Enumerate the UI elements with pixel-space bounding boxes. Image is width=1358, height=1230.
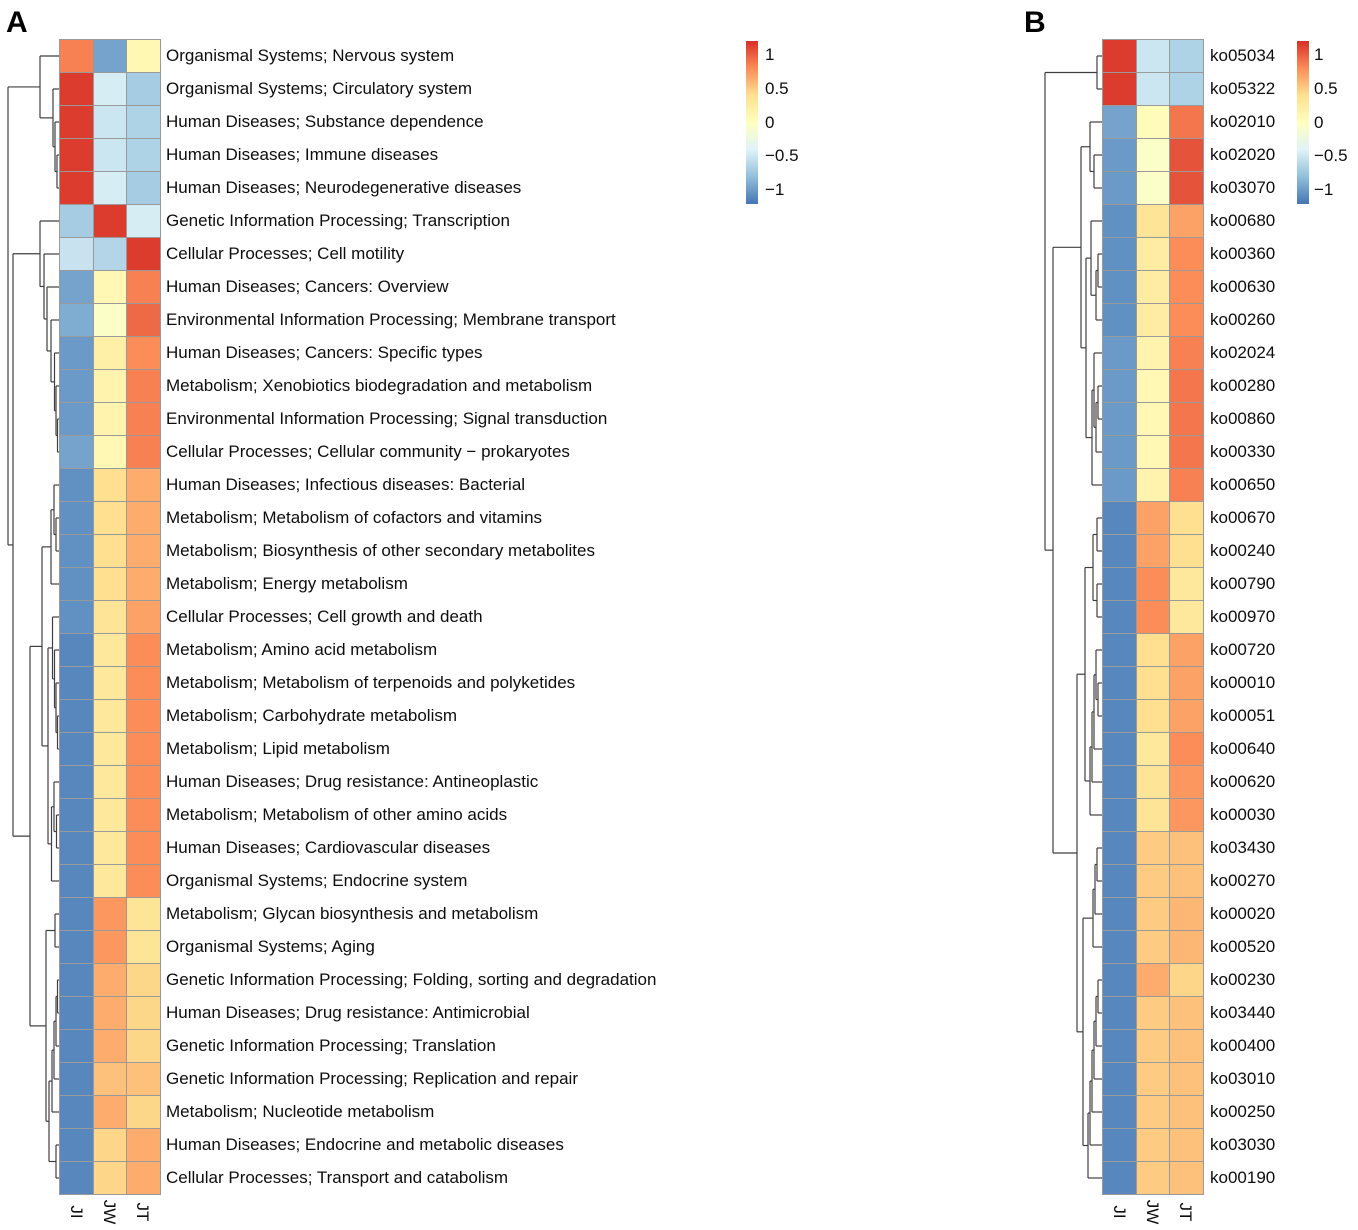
heatmap-cell-b-r14-c0	[1103, 502, 1136, 534]
heatmap-cell-a-r21-c1	[94, 733, 127, 765]
heatmap-cell-b-r20-c0	[1103, 700, 1136, 732]
row-label: ko03440	[1210, 1003, 1276, 1022]
heatmap-cell-b-r8-c0	[1103, 304, 1136, 336]
heatmap-cell-a-r14-c2	[127, 502, 160, 534]
heatmap-cell-a-r0-c2	[127, 40, 160, 72]
row-label: Human Diseases; Substance dependence	[166, 112, 484, 131]
row-label: Human Diseases; Immune diseases	[166, 145, 439, 164]
row-label: Human Diseases; Cancers: Overview	[166, 277, 449, 296]
colorbar-tick-label: 0	[765, 112, 775, 132]
heatmap-cell-b-r3-c0	[1103, 139, 1136, 171]
heatmap-cell-a-r6-c0	[60, 238, 93, 270]
heatmap-cell-b-r3-c1	[1137, 139, 1170, 171]
heatmap-b	[1102, 39, 1204, 1195]
heatmap-cell-b-r16-c2	[1170, 568, 1203, 600]
heatmap-cell-b-r17-c1	[1137, 601, 1170, 633]
heatmap-cell-b-r21-c1	[1137, 733, 1170, 765]
heatmap-cell-b-r18-c1	[1137, 634, 1170, 666]
heatmap-cell-b-r5-c1	[1137, 205, 1170, 237]
heatmap-cell-b-r19-c2	[1170, 667, 1203, 699]
row-label: Metabolism; Energy metabolism	[166, 574, 408, 593]
heatmap-cell-a-r9-c2	[127, 337, 160, 369]
heatmap-cell-a-r1-c0	[60, 73, 93, 105]
heatmap-cell-b-r3-c2	[1170, 139, 1203, 171]
heatmap-cell-a-r13-c1	[94, 469, 127, 501]
heatmap-cell-a-r2-c0	[60, 106, 93, 138]
heatmap-cell-a-r17-c1	[94, 601, 127, 633]
heatmap-cell-a-r22-c1	[94, 766, 127, 798]
heatmap-cell-a-r30-c1	[94, 1030, 127, 1062]
panel-label-a: A	[6, 6, 28, 39]
row-label: ko00051	[1210, 706, 1276, 725]
row-label: Organismal Systems; Nervous system	[166, 46, 455, 65]
row-label: ko03010	[1210, 1069, 1276, 1088]
colorbar-tick-label: −0.5	[765, 146, 799, 166]
column-label: JI	[67, 1205, 86, 1219]
heatmap-cell-a-r6-c2	[127, 238, 160, 270]
row-label: Cellular Processes; Cell growth and death	[166, 607, 483, 626]
row-label: ko00520	[1210, 937, 1276, 956]
heatmap-cell-b-r7-c2	[1170, 271, 1203, 303]
heatmap-cell-b-r20-c2	[1170, 700, 1203, 732]
heatmap-cell-a-r32-c0	[60, 1096, 93, 1128]
heatmap-cell-a-r33-c0	[60, 1129, 93, 1161]
heatmap-cell-a-r25-c0	[60, 865, 93, 897]
row-label: ko00790	[1210, 574, 1276, 593]
panel-label-b: B	[1024, 6, 1046, 39]
row-label: Organismal Systems; Circulatory system	[166, 79, 473, 98]
heatmap-cell-b-r27-c1	[1137, 931, 1170, 963]
colorbar-tick-label: 0	[1314, 112, 1324, 132]
heatmap-cell-b-r32-c1	[1137, 1096, 1170, 1128]
heatmap-cell-a-r0-c0	[60, 40, 93, 72]
heatmap-cell-a-r21-c0	[60, 733, 93, 765]
row-label: Human Diseases; Neurodegenerative diseases	[166, 178, 522, 197]
heatmap-cell-b-r22-c2	[1170, 766, 1203, 798]
heatmap-cell-b-r9-c2	[1170, 337, 1203, 369]
heatmap-cell-a-r10-c2	[127, 370, 160, 402]
column-label: JW	[100, 1199, 119, 1225]
heatmap-cell-a-r10-c1	[94, 370, 127, 402]
heatmap-cell-a-r10-c0	[60, 370, 93, 402]
heatmap-cell-a-r14-c0	[60, 502, 93, 534]
heatmap-cell-a-r15-c2	[127, 535, 160, 567]
heatmap-cell-b-r20-c1	[1137, 700, 1170, 732]
heatmap-cell-a-r15-c1	[94, 535, 127, 567]
row-label: ko03070	[1210, 178, 1276, 197]
heatmap-cell-b-r25-c1	[1137, 865, 1170, 897]
heatmap-cell-b-r9-c0	[1103, 337, 1136, 369]
heatmap-cell-b-r11-c1	[1137, 403, 1170, 435]
heatmap-cell-b-r26-c2	[1170, 898, 1203, 930]
heatmap-cell-a-r16-c0	[60, 568, 93, 600]
heatmap-cell-a-r27-c2	[127, 931, 160, 963]
row-label: Metabolism; Glycan biosynthesis and metabolism	[166, 904, 539, 923]
heatmap-cell-b-r4-c0	[1103, 172, 1136, 204]
heatmap-cell-b-r28-c0	[1103, 964, 1136, 996]
heatmap-cell-a-r7-c2	[127, 271, 160, 303]
heatmap-cell-b-r1-c2	[1170, 73, 1203, 105]
heatmap-cell-a-r16-c1	[94, 568, 127, 600]
heatmap-cell-a-r26-c1	[94, 898, 127, 930]
colorbar-tick-label: 0.5	[1314, 78, 1338, 98]
heatmap-cell-a-r11-c0	[60, 403, 93, 435]
row-label: ko00720	[1210, 640, 1276, 659]
heatmap-cell-a-r17-c2	[127, 601, 160, 633]
row-dendrogram-b	[1040, 40, 1103, 1194]
heatmap-cell-a-r25-c1	[94, 865, 127, 897]
heatmap-cell-b-r7-c1	[1137, 271, 1170, 303]
row-label: Cellular Processes; Transport and catabolism	[166, 1168, 509, 1187]
heatmap-cell-a-r18-c0	[60, 634, 93, 666]
colorbar-gradient	[746, 41, 758, 204]
heatmap-cell-a-r28-c0	[60, 964, 93, 996]
heatmap-cell-b-r29-c1	[1137, 997, 1170, 1029]
heatmap-cell-a-r31-c1	[94, 1063, 127, 1095]
row-label: Human Diseases; Cardiovascular diseases	[166, 838, 491, 857]
heatmap-cell-b-r28-c1	[1137, 964, 1170, 996]
heatmap-cell-b-r10-c2	[1170, 370, 1203, 402]
row-label: Human Diseases; Infectious diseases: Bacterial	[166, 475, 526, 494]
heatmap-cell-a-r4-c0	[60, 172, 93, 204]
colorbar-tick-label: −0.5	[1314, 146, 1348, 166]
row-label: Genetic Information Processing; Translation	[166, 1036, 496, 1055]
heatmap-cell-a-r4-c2	[127, 172, 160, 204]
row-label: ko00190	[1210, 1168, 1276, 1187]
heatmap-cell-a-r27-c0	[60, 931, 93, 963]
heatmap-cell-a-r30-c0	[60, 1030, 93, 1062]
row-label: Human Diseases; Endocrine and metabolic diseases	[166, 1135, 564, 1154]
row-label: ko00630	[1210, 277, 1276, 296]
row-label: ko00030	[1210, 805, 1276, 824]
colorbar-gradient	[1297, 41, 1309, 204]
heatmap-cell-b-r11-c2	[1170, 403, 1203, 435]
heatmap-cell-b-r24-c2	[1170, 832, 1203, 864]
heatmap-cell-b-r6-c2	[1170, 238, 1203, 270]
heatmap-cell-b-r33-c0	[1103, 1129, 1136, 1161]
heatmap-cell-b-r10-c1	[1137, 370, 1170, 402]
heatmap-cell-b-r15-c0	[1103, 535, 1136, 567]
heatmap-cell-b-r30-c2	[1170, 1030, 1203, 1062]
row-label: ko00640	[1210, 739, 1276, 758]
heatmap-cell-b-r26-c1	[1137, 898, 1170, 930]
heatmap-cell-a-r24-c1	[94, 832, 127, 864]
row-label: Genetic Information Processing; Transcription	[166, 211, 510, 230]
row-label: Genetic Information Processing; Replication and repair	[166, 1069, 578, 1088]
heatmap-cell-a-r3-c2	[127, 139, 160, 171]
row-label: ko00650	[1210, 475, 1276, 494]
row-label: Metabolism; Metabolism of terpenoids and polyketides	[166, 673, 576, 692]
heatmap-cell-a-r16-c2	[127, 568, 160, 600]
heatmap-cell-b-r14-c1	[1137, 502, 1170, 534]
heatmap-cell-b-r4-c1	[1137, 172, 1170, 204]
row-label: Cellular Processes; Cellular community − prokaryotes	[166, 442, 570, 461]
heatmap-cell-b-r1-c0	[1103, 73, 1136, 105]
heatmap-cell-b-r26-c0	[1103, 898, 1136, 930]
heatmap-cell-a-r3-c0	[60, 139, 93, 171]
row-label: Metabolism; Biosynthesis of other secondary metabolites	[166, 541, 595, 560]
heatmap-cell-a-r2-c2	[127, 106, 160, 138]
row-label: Genetic Information Processing; Folding, sorting and degradation	[166, 970, 657, 989]
heatmap-cell-b-r25-c2	[1170, 865, 1203, 897]
heatmap-cell-a-r17-c0	[60, 601, 93, 633]
heatmap-cell-a-r19-c1	[94, 667, 127, 699]
heatmap-cell-a-r22-c2	[127, 766, 160, 798]
heatmap-cell-b-r29-c2	[1170, 997, 1203, 1029]
heatmap-cell-b-r11-c0	[1103, 403, 1136, 435]
row-label: Human Diseases; Cancers: Specific types	[166, 343, 483, 362]
heatmap-cell-b-r13-c1	[1137, 469, 1170, 501]
colorbar-tick-label: 0.5	[765, 78, 789, 98]
row-label: ko00860	[1210, 409, 1276, 428]
heatmap-cell-b-r15-c2	[1170, 535, 1203, 567]
row-label: ko00360	[1210, 244, 1276, 263]
row-label: Metabolism; Amino acid metabolism	[166, 640, 438, 659]
heatmap-cell-a-r27-c1	[94, 931, 127, 963]
heatmap-cell-b-r23-c2	[1170, 799, 1203, 831]
heatmap-cell-a-r5-c0	[60, 205, 93, 237]
heatmap-cell-a-r29-c1	[94, 997, 127, 1029]
row-label: Metabolism; Metabolism of cofactors and vitamins	[166, 508, 543, 527]
heatmap-cell-b-r16-c0	[1103, 568, 1136, 600]
heatmap-cell-a-r33-c2	[127, 1129, 160, 1161]
colorbar-tick-label: 1	[765, 44, 775, 64]
heatmap-cell-a-r24-c0	[60, 832, 93, 864]
heatmap-cell-b-r1-c1	[1137, 73, 1170, 105]
row-label: ko00240	[1210, 541, 1276, 560]
row-label: Human Diseases; Drug resistance: Antimicrobial	[166, 1003, 530, 1022]
heatmap-cell-a-r9-c1	[94, 337, 127, 369]
heatmap-cell-a-r8-c2	[127, 304, 160, 336]
heatmap-cell-b-r13-c0	[1103, 469, 1136, 501]
heatmap-cell-b-r31-c1	[1137, 1063, 1170, 1095]
row-label: Metabolism; Nucleotide metabolism	[166, 1102, 435, 1121]
heatmap-cell-b-r31-c0	[1103, 1063, 1136, 1095]
row-label: Metabolism; Carbohydrate metabolism	[166, 706, 458, 725]
row-label: ko00670	[1210, 508, 1276, 527]
heatmap-cell-a-r4-c1	[94, 172, 127, 204]
heatmap-cell-a-r13-c0	[60, 469, 93, 501]
heatmap-cell-b-r8-c1	[1137, 304, 1170, 336]
heatmap-cell-a-r29-c2	[127, 997, 160, 1029]
heatmap-cell-a-r25-c2	[127, 865, 160, 897]
heatmap-cell-b-r33-c1	[1137, 1129, 1170, 1161]
heatmap-cell-b-r18-c0	[1103, 634, 1136, 666]
heatmap-cell-b-r0-c0	[1103, 40, 1136, 72]
heatmap-cell-a-r0-c1	[94, 40, 127, 72]
heatmap-cell-a-r15-c0	[60, 535, 93, 567]
row-label: ko00680	[1210, 211, 1276, 230]
heatmap-cell-a-r26-c0	[60, 898, 93, 930]
heatmap-cell-a-r24-c2	[127, 832, 160, 864]
row-label: ko00970	[1210, 607, 1276, 626]
heatmap-cell-a-r30-c2	[127, 1030, 160, 1062]
heatmap-cell-b-r4-c2	[1170, 172, 1203, 204]
heatmap-cell-b-r32-c2	[1170, 1096, 1203, 1128]
heatmap-cell-b-r24-c0	[1103, 832, 1136, 864]
heatmap-cell-a-r23-c1	[94, 799, 127, 831]
heatmap-cell-a-r28-c2	[127, 964, 160, 996]
heatmap-cell-a-r14-c1	[94, 502, 127, 534]
heatmap-cell-b-r23-c1	[1137, 799, 1170, 831]
row-label: ko03030	[1210, 1135, 1276, 1154]
heatmap-cell-b-r9-c1	[1137, 337, 1170, 369]
heatmap-cell-a-r11-c2	[127, 403, 160, 435]
row-label: Metabolism; Xenobiotics biodegradation and metabolism	[166, 376, 593, 395]
heatmap-cell-a-r6-c1	[94, 238, 127, 270]
heatmap-cell-b-r24-c1	[1137, 832, 1170, 864]
heatmap-cell-b-r2-c0	[1103, 106, 1136, 138]
heatmap-cell-b-r23-c0	[1103, 799, 1136, 831]
heatmap-cell-a-r1-c2	[127, 73, 160, 105]
heatmap-cell-a-r19-c2	[127, 667, 160, 699]
heatmap-cell-a-r3-c1	[94, 139, 127, 171]
heatmap-cell-a-r11-c1	[94, 403, 127, 435]
row-dendrogram-a	[2, 40, 60, 1194]
colorbar-tick-label: −1	[765, 180, 785, 200]
row-label: ko02010	[1210, 112, 1276, 131]
heatmap-cell-b-r0-c1	[1137, 40, 1170, 72]
heatmap-cell-b-r27-c0	[1103, 931, 1136, 963]
heatmap-cell-a-r20-c1	[94, 700, 127, 732]
heatmap-cell-b-r5-c2	[1170, 205, 1203, 237]
heatmap-cell-a-r18-c1	[94, 634, 127, 666]
heatmap-cell-a-r12-c0	[60, 436, 93, 468]
heatmap-cell-b-r22-c0	[1103, 766, 1136, 798]
row-label: ko03430	[1210, 838, 1276, 857]
heatmap-cell-b-r30-c1	[1137, 1030, 1170, 1062]
heatmap-cell-b-r29-c0	[1103, 997, 1136, 1029]
row-label: Environmental Information Processing; Membrane transport	[166, 310, 616, 329]
heatmap-cell-b-r25-c0	[1103, 865, 1136, 897]
heatmap-cell-a-r2-c1	[94, 106, 127, 138]
row-label: ko00270	[1210, 871, 1276, 890]
row-label: ko05034	[1210, 46, 1276, 65]
heatmap-cell-b-r30-c0	[1103, 1030, 1136, 1062]
heatmap-cell-b-r13-c2	[1170, 469, 1203, 501]
heatmap-cell-a-r7-c0	[60, 271, 93, 303]
heatmap-cell-a-r7-c1	[94, 271, 127, 303]
heatmap-cell-b-r21-c2	[1170, 733, 1203, 765]
column-label: JT	[133, 1202, 152, 1222]
colorbar-tick-label: 1	[1314, 44, 1324, 64]
heatmap-cell-a-r13-c2	[127, 469, 160, 501]
heatmap-cell-a-r22-c0	[60, 766, 93, 798]
heatmap-cell-a-r32-c1	[94, 1096, 127, 1128]
heatmap-cell-b-r17-c0	[1103, 601, 1136, 633]
heatmap-cell-a-r8-c1	[94, 304, 127, 336]
heatmap-cell-b-r27-c2	[1170, 931, 1203, 963]
row-label: Environmental Information Processing; Signal transduction	[166, 409, 608, 428]
heatmap-cell-a-r1-c1	[94, 73, 127, 105]
heatmap-cell-a-r23-c2	[127, 799, 160, 831]
heatmap-cell-b-r19-c1	[1137, 667, 1170, 699]
heatmap-cell-a-r20-c0	[60, 700, 93, 732]
row-label: Cellular Processes; Cell motility	[166, 244, 405, 263]
heatmap-cell-b-r10-c0	[1103, 370, 1136, 402]
row-label: ko00020	[1210, 904, 1276, 923]
heatmap-cell-a-r28-c1	[94, 964, 127, 996]
heatmap-cell-a-r19-c0	[60, 667, 93, 699]
heatmap-cell-b-r5-c0	[1103, 205, 1136, 237]
row-label: ko00010	[1210, 673, 1276, 692]
heatmap-cell-a-r23-c0	[60, 799, 93, 831]
heatmap-cell-b-r7-c0	[1103, 271, 1136, 303]
heatmap-cell-b-r31-c2	[1170, 1063, 1203, 1095]
row-label: ko00280	[1210, 376, 1276, 395]
heatmap-cell-a-r32-c2	[127, 1096, 160, 1128]
heatmap-cell-a-r18-c2	[127, 634, 160, 666]
heatmap-cell-b-r2-c1	[1137, 106, 1170, 138]
row-label: Metabolism; Metabolism of other amino acids	[166, 805, 508, 824]
row-label: Metabolism; Lipid metabolism	[166, 739, 390, 758]
row-label: Human Diseases; Drug resistance: Antineoplastic	[166, 772, 539, 791]
heatmap-cell-b-r16-c1	[1137, 568, 1170, 600]
row-label: ko00250	[1210, 1102, 1276, 1121]
heatmap-cell-a-r5-c1	[94, 205, 127, 237]
heatmap-cell-b-r17-c2	[1170, 601, 1203, 633]
heatmap-cell-a-r12-c2	[127, 436, 160, 468]
heatmap-a	[59, 39, 161, 1195]
heatmap-cell-a-r8-c0	[60, 304, 93, 336]
heatmap-cell-b-r6-c0	[1103, 238, 1136, 270]
heatmap-cell-a-r31-c0	[60, 1063, 93, 1095]
heatmap-cell-b-r12-c1	[1137, 436, 1170, 468]
column-label: JI	[1110, 1205, 1129, 1219]
heatmap-cell-b-r6-c1	[1137, 238, 1170, 270]
row-label: ko00620	[1210, 772, 1276, 791]
heatmap-cell-b-r2-c2	[1170, 106, 1203, 138]
heatmap-cell-a-r26-c2	[127, 898, 160, 930]
heatmap-cell-b-r28-c2	[1170, 964, 1203, 996]
row-label: ko00400	[1210, 1036, 1276, 1055]
row-label: ko02020	[1210, 145, 1276, 164]
row-label: ko00230	[1210, 970, 1276, 989]
row-label: Organismal Systems; Aging	[166, 937, 375, 956]
heatmap-cell-b-r12-c2	[1170, 436, 1203, 468]
heatmap-cell-b-r12-c0	[1103, 436, 1136, 468]
heatmap-cell-b-r14-c2	[1170, 502, 1203, 534]
heatmap-cell-b-r18-c2	[1170, 634, 1203, 666]
heatmap-cell-a-r12-c1	[94, 436, 127, 468]
heatmap-cell-a-r5-c2	[127, 205, 160, 237]
heatmap-cell-b-r19-c0	[1103, 667, 1136, 699]
heatmap-cell-a-r9-c0	[60, 337, 93, 369]
colorbar-tick-label: −1	[1314, 180, 1334, 200]
heatmap-cell-a-r20-c2	[127, 700, 160, 732]
heatmap-cell-b-r8-c2	[1170, 304, 1203, 336]
heatmap-cell-a-r33-c1	[94, 1129, 127, 1161]
column-label: JT	[1176, 1202, 1195, 1222]
row-label: ko02024	[1210, 343, 1276, 362]
heatmap-cell-b-r32-c0	[1103, 1096, 1136, 1128]
row-label: ko05322	[1210, 79, 1276, 98]
heatmap-cell-b-r21-c0	[1103, 733, 1136, 765]
heatmap-cell-b-r33-c2	[1170, 1129, 1203, 1161]
heatmap-cell-a-r29-c0	[60, 997, 93, 1029]
heatmap-cell-b-r22-c1	[1137, 766, 1170, 798]
row-label: ko00260	[1210, 310, 1276, 329]
heatmap-cell-a-r21-c2	[127, 733, 160, 765]
row-label: Organismal Systems; Endocrine system	[166, 871, 468, 890]
heatmap-cell-a-r31-c2	[127, 1063, 160, 1095]
column-label: JW	[1143, 1199, 1162, 1225]
heatmap-cell-b-r15-c1	[1137, 535, 1170, 567]
row-label: ko00330	[1210, 442, 1276, 461]
heatmap-cell-b-r0-c2	[1170, 40, 1203, 72]
